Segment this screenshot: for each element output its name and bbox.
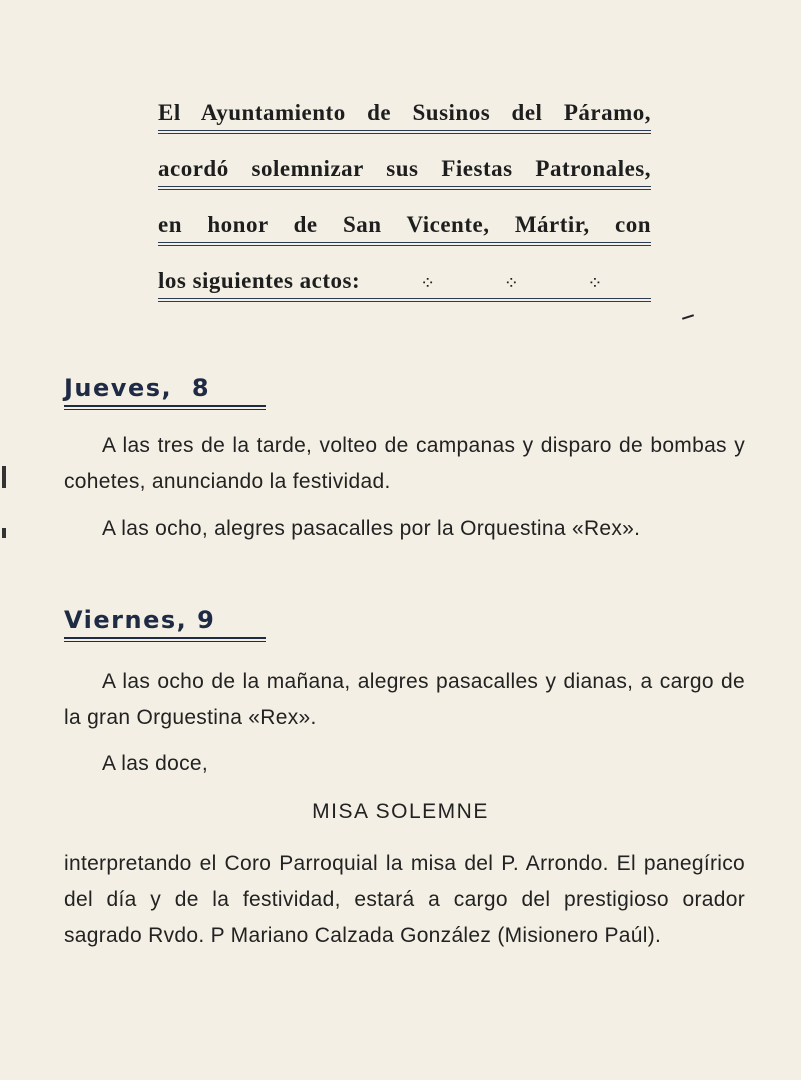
intro-block xyxy=(158,78,651,302)
edge-mark xyxy=(2,466,6,488)
intro-line-1 xyxy=(158,78,651,134)
day-title-rule xyxy=(64,637,266,642)
underline-rule xyxy=(158,298,651,302)
paragraph: interpretando el Coro Parroquial la misa del P. Arrondo. El panegírico del día y de la festividad, estará a cargo del prestigioso orador sagrado Rvdo. P Mariano Calzada González (Misionero Paúl). xyxy=(64,852,745,947)
day-title: Jueves, 8 xyxy=(64,374,211,402)
ornament-group xyxy=(420,273,603,294)
day-title-rule xyxy=(64,405,266,410)
ornament-icon: ⁘ xyxy=(587,273,603,293)
paragraph: A las ocho de la mañana, alegres pasacalles y dianas, a cargo de la gran Orguestina «Rex». xyxy=(64,670,745,729)
day-heading-viernes xyxy=(64,606,266,642)
paragraph: A las tres de la tarde, volteo de campanas y disparo de bombas y cohetes, anunciando la festividad. xyxy=(64,434,745,493)
paragraph: A las doce, xyxy=(102,752,209,775)
intro-line-text: acordó solemnizar sus Fiestas Patronales, xyxy=(158,156,651,181)
paragraph: A las ocho, alegres pasacalles por la Orquestina «Rex». xyxy=(102,517,641,540)
ink-mark xyxy=(682,314,694,320)
day-heading-jueves xyxy=(64,374,266,410)
ornament-icon: ⁘ xyxy=(503,273,520,293)
day-title: Viernes, 9 xyxy=(64,606,216,634)
intro-line-2 xyxy=(158,134,651,190)
section-title: MISA SOLEMNE xyxy=(312,800,489,823)
intro-line-3 xyxy=(158,190,651,246)
intro-line-4 xyxy=(158,246,651,302)
intro-line-text: los siguientes actos: xyxy=(158,268,361,293)
edge-mark xyxy=(2,528,6,538)
ornament-icon: ⁘ xyxy=(420,273,436,293)
intro-line-text: en honor de San Vicente, Mártir, con xyxy=(158,212,651,237)
intro-line-text: El Ayuntamiento de Susinos del Páramo, xyxy=(158,100,651,125)
